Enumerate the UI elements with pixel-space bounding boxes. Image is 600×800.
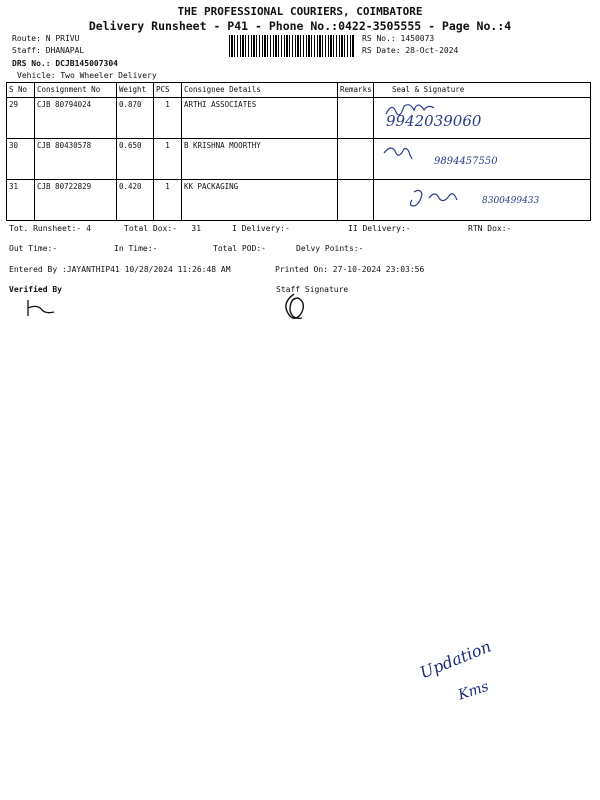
cell-signature — [374, 139, 591, 180]
staff-signature-label: Staff Signature — [276, 285, 349, 294]
col-pcs: PCS — [154, 83, 182, 98]
cell-remarks — [338, 180, 374, 221]
out-time: Out Time:- — [9, 244, 58, 253]
route-label: Route: N PRIVU — [12, 34, 80, 43]
entered-by: Entered By :JAYANTHIP41 10/28/2024 11:26:48 AM — [9, 265, 231, 274]
cell-consignee: ARTHI ASSOCIATES — [182, 98, 338, 139]
handwritten-phone-1: 9942039060 — [386, 112, 482, 130]
runsheet-table — [6, 82, 591, 221]
col-consignment: Consignment No — [35, 83, 117, 98]
table-row — [7, 98, 591, 139]
ii-delivery: II Delivery:- — [348, 224, 411, 233]
cell-pcs: 1 — [154, 98, 182, 139]
barcode — [229, 35, 355, 57]
in-time: In Time:- — [114, 244, 158, 253]
col-consignee: Consignee Details — [182, 83, 338, 98]
rs-number: RS No.: 1450073 — [362, 34, 435, 43]
total-pod: Total POD:- — [213, 244, 266, 253]
verifier-signature-mark — [22, 296, 62, 320]
cell-pcs: 1 — [154, 180, 182, 221]
cell-remarks — [338, 98, 374, 139]
signature-scribble-3 — [374, 180, 584, 214]
col-seal-signature: Seal & Signature — [374, 83, 591, 98]
table-header-row — [7, 83, 591, 98]
cell-pcs: 1 — [154, 139, 182, 180]
cell-signature — [374, 180, 591, 221]
rs-date: RS Date: 28-Oct-2024 — [362, 46, 459, 55]
table-row — [7, 139, 591, 180]
cell-signature — [374, 98, 591, 139]
handwritten-note-line1: Updation — [417, 636, 494, 683]
table-row — [7, 180, 591, 221]
col-weight: Weight — [117, 83, 154, 98]
cell-weight: 0.870 — [117, 98, 154, 139]
i-delivery: I Delivery:- — [232, 224, 290, 233]
staff-signature-mark — [274, 290, 314, 330]
handwritten-phone-2: 9894457550 — [434, 156, 498, 167]
verified-by-label: Verified By — [9, 285, 62, 294]
cell-sno: 30 — [7, 139, 35, 180]
col-remarks: Remarks — [338, 83, 374, 98]
cell-consignment: CJB 80722829 — [35, 180, 117, 221]
vehicle-label: Vehicle: Two Wheeler Delivery — [17, 71, 157, 80]
cell-remarks — [338, 139, 374, 180]
drs-number: DRS No.: DCJB145007304 — [12, 59, 118, 68]
cell-weight: 0.420 — [117, 180, 154, 221]
cell-sno: 31 — [7, 180, 35, 221]
company-title: THE PROFESSIONAL COURIERS, COIMBATORE — [177, 5, 423, 18]
cell-sno: 29 — [7, 98, 35, 139]
total-runsheet: Tot. Runsheet:- 4 — [9, 224, 91, 233]
cell-consignee: B KRISHNA MOORTHY — [182, 139, 338, 180]
cell-weight: 0.650 — [117, 139, 154, 180]
rtn-dox: RTN Dox:- — [468, 224, 512, 233]
cell-consignee: KK PACKAGING — [182, 180, 338, 221]
col-sno: S No — [7, 83, 35, 98]
handwritten-phone-3: 8300499433 — [482, 196, 540, 206]
handwritten-note-line2: Kms — [456, 678, 491, 704]
runsheet-subtitle: Delivery Runsheet - P41 - Phone No.:0422-3505555 - Page No.:4 — [88, 19, 512, 33]
cell-consignment: CJB 80794024 — [35, 98, 117, 139]
total-dox: Total Dox:- 31 — [124, 224, 202, 233]
delivery-points: Delvy Points:- — [296, 244, 364, 253]
staff-label: Staff: DHANAPAL — [12, 46, 85, 55]
cell-consignment: CJB 80430578 — [35, 139, 117, 180]
printed-on: Printed On: 27-10-2024 23:03:56 — [275, 265, 425, 274]
